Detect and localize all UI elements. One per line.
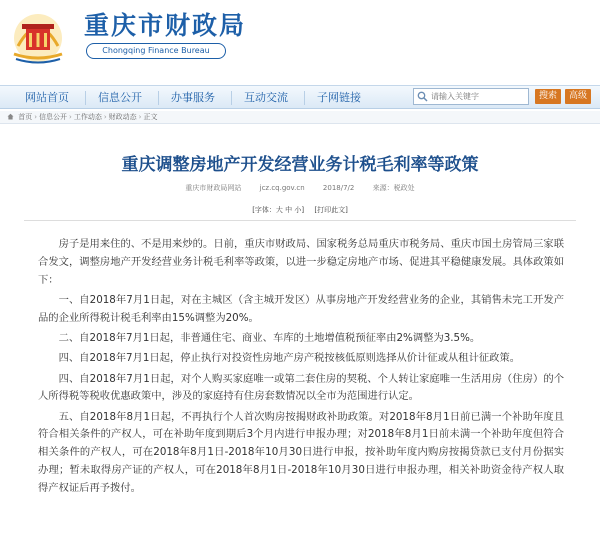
article-paragraph: 五、自2018年8月1日起，不再执行个人首次购房按揭财政补助政策。对2018年8月1日前已满一个补助年度且符合相关条件的产权人，可在补助年度到期后3个月内进行申报办理；对2018年8月1日前未满一个补助年度但符合相关条件的产权人，可在2018年8月1日-2018年10月30日进行申报，按补助年度内购房按揭贷款已支付月份据实办理；暂未取得房产证的产权人，可在2018年8月1日-2018年10月30日进行申报办理，相关补助资金待产权人取得产权证后再予拨付。 — [38, 410, 564, 494]
advanced-search-button[interactable]: 高级 — [565, 89, 591, 104]
article-meta — [0, 183, 600, 193]
breadcrumb-info[interactable]: 信息公开 — [39, 113, 68, 121]
search-button[interactable]: 搜索 — [535, 89, 561, 104]
article-title: 重庆调整房地产开发经营业务计税毛利率等政策 — [121, 155, 479, 175]
nav-item-info[interactable]: 信息公开 — [98, 91, 142, 104]
nav-divider — [304, 91, 305, 105]
breadcrumb-current: 正文 — [143, 113, 158, 121]
nav-divider — [85, 91, 86, 105]
breadcrumb — [0, 111, 600, 124]
breadcrumb-separator: › — [69, 113, 72, 121]
search-input[interactable] — [431, 89, 527, 104]
nav-divider — [158, 91, 159, 105]
nav-item-home[interactable]: 网站首页 — [25, 91, 69, 104]
site-header — [0, 0, 600, 80]
article-domain: jcz.cq.gov.cn — [259, 184, 305, 192]
breadcrumb-finance-news[interactable]: 财政动态 — [108, 113, 137, 121]
article-paragraph: 四、自2018年7月1日起，停止执行对投资性房地产房产税按核低原则选择从价计征或从租计征政策。 — [58, 352, 521, 365]
home-icon — [7, 113, 14, 120]
article-body — [38, 236, 564, 500]
breadcrumb-work-news[interactable]: 工作动态 — [73, 113, 102, 121]
article-paragraph: 房子是用来住的、不是用来炒的。日前，重庆市财政局、国家税务总局重庆市税务局、重庆市国土房管局三家联合发文，调整房地产开发经营业务计税毛利率等政策，以进一步稳定房地产市场、促进其平稳健康发展。具体政策如下： — [38, 238, 564, 286]
breadcrumb-separator: › — [103, 113, 107, 121]
nav-item-sublinks[interactable]: 子网链接 — [317, 91, 361, 104]
site-title: 重庆市财政局 — [84, 11, 247, 40]
article-paragraph: 二、自2018年7月1日起，非普通住宅、商业、车库的土地增值税预征率由2%调整为3.5%。 — [58, 331, 481, 344]
search-box — [413, 88, 529, 105]
breadcrumb-separator: › — [138, 113, 142, 121]
breadcrumb-home[interactable]: 首页 — [18, 113, 33, 121]
breadcrumb-separator: › — [34, 113, 38, 121]
article-source: 重庆市财政局网站 — [185, 184, 242, 192]
article-date: 2018/7/2 — [322, 184, 355, 192]
nav-divider — [231, 91, 232, 105]
nav-item-interaction[interactable]: 互动交流 — [244, 91, 288, 104]
print-button[interactable]: [打印此文] — [314, 206, 348, 214]
font-size-control[interactable]: [字体：大 中 小] — [252, 206, 305, 214]
article-origin: 来源：税政处 — [372, 184, 415, 192]
finance-bureau-emblem-icon — [8, 6, 68, 66]
divider — [24, 220, 576, 221]
article-paragraph: 四、自2018年7月1日起，对个人购买家庭唯一或第二套住房的契税、个人转让家庭唯一生活用房（住房）的个人所得税等税收优惠政策中，涉及的家庭持有住房套数情况以全市为范围进行认定。 — [38, 372, 564, 403]
article-toolbar — [0, 205, 600, 215]
site-subtitle: Chongqing Finance Bureau — [86, 43, 226, 59]
search-icon — [417, 91, 428, 102]
article-paragraph: 一、自2018年7月1日起，对在主城区（含主城开发区）从事房地产开发经营业务的企业，其销售未完工开发产品的企业所得税计税毛利率由15%调整为20%。 — [38, 293, 564, 324]
nav-item-services[interactable]: 办事服务 — [171, 91, 215, 104]
